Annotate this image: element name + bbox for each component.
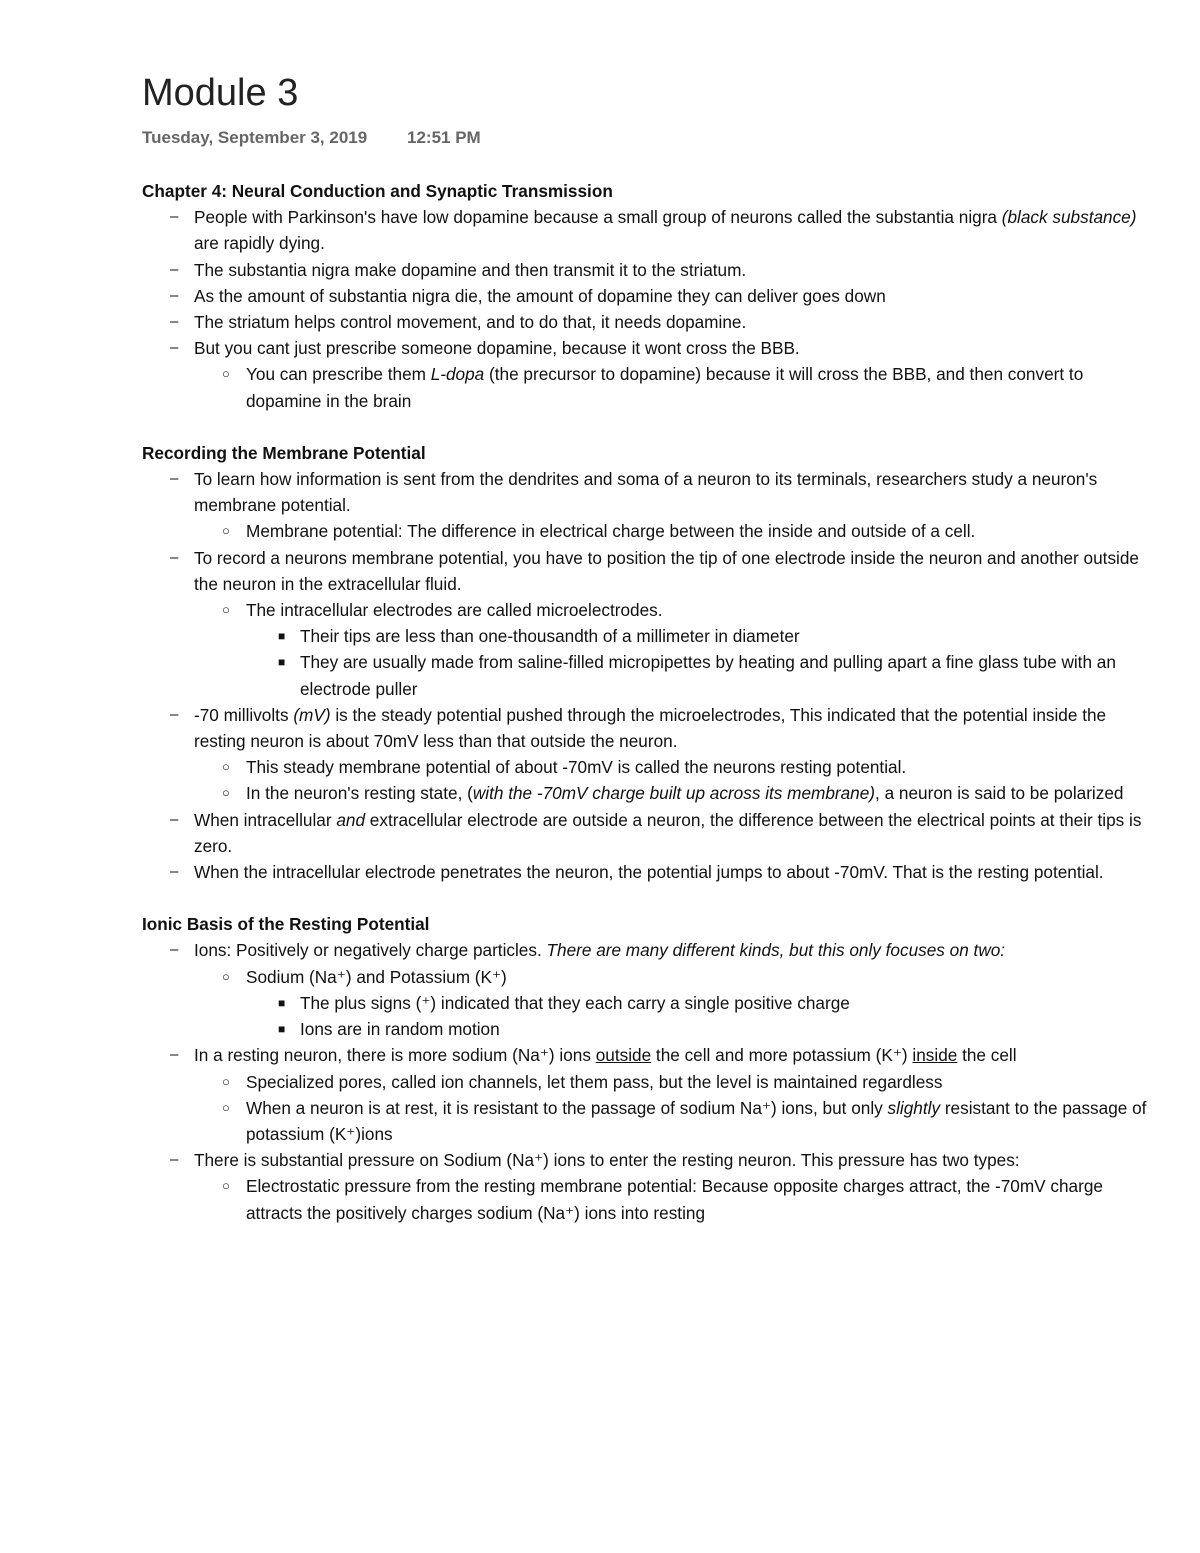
bullet-item-level-1 [142, 545, 1152, 597]
bullet-item-level-3 [142, 649, 1152, 701]
bullet-item-level-2 [142, 361, 1152, 413]
bullet-text: People with Parkinson's have low dopamine because a small group of neurons called the substantia nigra [194, 207, 1002, 228]
bullet-text: You can prescribe them [246, 364, 431, 385]
dash-bullet-icon: – [170, 1151, 179, 1169]
bullet-text: When a neuron is at rest, it is resistant to the passage of sodium Na⁺) ions, but only [246, 1097, 888, 1118]
bullet-item-level-2 [142, 1069, 1152, 1095]
page-title: Module 3 [142, 72, 299, 114]
bullet-text: extracellular electrode are outside a neuron, the difference between the electrical points at their tips is zero. [194, 809, 1142, 856]
dash-bullet-icon: – [170, 260, 179, 278]
circle-bullet-icon: ○ [222, 523, 230, 539]
bullet-text: resistant to the passage of potassium (K⁺)ions [246, 1097, 1147, 1144]
bullet-text: the cell and more potassium (K⁺) [651, 1045, 913, 1066]
bullet-text: are rapidly dying. [194, 233, 325, 254]
bullet-text: the cell [957, 1045, 1017, 1066]
dash-bullet-icon: – [170, 863, 179, 881]
circle-bullet-icon: ○ [222, 759, 230, 775]
bullet-text: is the steady potential pushed through the microelectrodes, This indicated that the potential inside the resting neuron is about 70mV less than that outside the neuron. [194, 704, 1107, 752]
bullet-item-level-1 [142, 257, 1152, 283]
bullet-text: There is substantial pressure on Sodium (Na⁺) ions to enter the resting neuron. This pressure has two types: [194, 1150, 1020, 1171]
bullet-text: (mV) [293, 704, 331, 725]
bullet-text: In a resting neuron, there is more sodium (Na⁺) ions [194, 1045, 596, 1066]
bullet-item-level-2 [142, 780, 1152, 806]
bullet-text: -70 millivolts [194, 704, 294, 725]
bullet-item-level-2 [142, 1173, 1152, 1225]
dash-bullet-icon: – [170, 705, 179, 723]
circle-bullet-icon: ○ [222, 968, 230, 984]
bullet-text: They are usually made from saline-filled micropipettes by heating and pulling apart a fine glass tube with an electrode puller [300, 652, 1116, 699]
circle-bullet-icon: ○ [222, 602, 230, 618]
circle-bullet-icon: ○ [222, 1073, 230, 1089]
section-gap [142, 885, 1152, 911]
page-date: Tuesday, September 3, 2019 [142, 128, 368, 147]
section-heading: Ionic Basis of the Resting Potential [142, 914, 430, 935]
bullet-text: Their tips are less than one-thousandth of a millimeter in diameter [300, 626, 800, 647]
bullet-text: and [336, 809, 366, 830]
section-heading: Chapter 4: Neural Conduction and Synaptic Transmission [142, 181, 613, 201]
circle-bullet-icon: ○ [222, 785, 230, 801]
bullet-item-level-1 [142, 1042, 1152, 1068]
dash-bullet-icon: – [170, 313, 179, 331]
circle-bullet-icon: ○ [222, 366, 230, 382]
bullet-item-level-1 [142, 309, 1152, 335]
bullet-item-level-1 [142, 702, 1152, 754]
circle-bullet-icon: ○ [222, 1099, 230, 1115]
bullet-text: L-dopa [430, 364, 485, 385]
bullet-text: Sodium (Na⁺) and Potassium (K⁺) [246, 966, 507, 987]
bullet-text: Ions are in random motion [300, 1019, 500, 1040]
square-bullet-icon: ■ [278, 995, 286, 1010]
bullet-text: , a neuron is said to be polarized [875, 783, 1124, 804]
dash-bullet-icon: – [170, 1046, 179, 1064]
dash-bullet-icon: – [170, 941, 179, 959]
bullet-text: The intracellular electrodes are called microelectrodes. [246, 600, 663, 621]
bullet-item-level-1 [142, 807, 1152, 859]
section-gap [142, 414, 1152, 440]
bullet-text: This steady membrane potential of about -70mV is called the neurons resting potential. [246, 757, 907, 778]
square-bullet-icon: ■ [278, 629, 286, 644]
bullet-text: As the amount of substantia nigra die, the amount of dopamine they can deliver goes down [194, 285, 886, 306]
section-heading: Recording the Membrane Potential [142, 442, 426, 463]
square-bullet-icon: ■ [278, 1022, 286, 1037]
bullet-text: (the precursor to dopamine) because it will cross the BBB, and then convert to dopamine in the brain [246, 364, 1084, 411]
bullet-text: To learn how information is sent from the dendrites and soma of a neuron to its terminals, researchers study a neuron's membrane potential. [194, 469, 1098, 516]
bullet-text: slightly [887, 1097, 941, 1118]
circle-bullet-icon: ○ [222, 1178, 230, 1194]
dash-bullet-icon: – [170, 810, 179, 828]
bullet-text: Membrane potential: The difference in electrical charge between the inside and outside of a cell. [246, 521, 976, 542]
square-bullet-icon: ■ [278, 655, 286, 670]
bullet-text: outside [595, 1045, 652, 1066]
bullet-text: with the -70mV charge built up across its membrane) [472, 783, 876, 804]
bullet-text: To record a neurons membrane potential, you have to position the tip of one electrode inside the neuron and another outside the neuron in the extracellular fluid. [194, 547, 1139, 594]
bullet-item-level-2 [142, 597, 1152, 623]
bullet-text: The plus signs (⁺) indicated that they each carry a single positive charge [300, 992, 850, 1013]
dash-bullet-icon: – [170, 339, 179, 357]
bullet-text: The striatum helps control movement, and to do that, it needs dopamine. [194, 312, 747, 333]
dash-bullet-icon: – [170, 470, 179, 488]
notes-body [142, 178, 1152, 1226]
bullet-item-level-2 [142, 754, 1152, 780]
bullet-text: When the intracellular electrode penetrates the neuron, the potential jumps to about -70mV. That is the resting potential. [194, 862, 1104, 883]
bullet-text: (black substance) [1001, 207, 1137, 228]
bullet-text: Electrostatic pressure from the resting membrane potential: Because opposite charges attract, the -70mV charge attracts the positively charges sodium (Na⁺) ions into resting [246, 1176, 1103, 1223]
bullet-item-level-1 [142, 859, 1152, 885]
bullet-text: In the neuron's resting state, ( [246, 783, 473, 804]
bullet-text: inside [912, 1045, 958, 1066]
bullet-item-level-2 [142, 964, 1152, 990]
bullet-text: But you cant just prescribe someone dopamine, because it wont cross the BBB. [194, 338, 800, 359]
bullet-text: When intracellular [194, 809, 337, 830]
bullet-item-level-2 [142, 518, 1152, 544]
bullet-text: Ions: Positively or negatively charge particles. [194, 940, 547, 961]
bullet-item-level-3 [142, 990, 1152, 1016]
bullet-item-level-1 [142, 1147, 1152, 1173]
bullet-item-level-2 [142, 1095, 1152, 1147]
page-time: 12:51 PM [407, 128, 481, 147]
bullet-text: There are many different kinds, but this only focuses on two: [546, 940, 1006, 961]
bullet-item-level-1 [142, 937, 1152, 963]
dash-bullet-icon: – [170, 208, 179, 226]
bullet-text: The substantia nigra make dopamine and then transmit it to the striatum. [194, 259, 747, 280]
dash-bullet-icon: – [170, 286, 179, 304]
bullet-text: Specialized pores, called ion channels, let them pass, but the level is maintained regardless [246, 1071, 943, 1092]
bullet-item-level-1 [142, 204, 1152, 256]
bullet-item-level-1 [142, 466, 1152, 518]
bullet-item-level-3 [142, 1016, 1152, 1042]
bullet-item-level-3 [142, 623, 1152, 649]
bullet-item-level-1 [142, 283, 1152, 309]
bullet-item-level-1 [142, 335, 1152, 361]
dash-bullet-icon: – [170, 548, 179, 566]
